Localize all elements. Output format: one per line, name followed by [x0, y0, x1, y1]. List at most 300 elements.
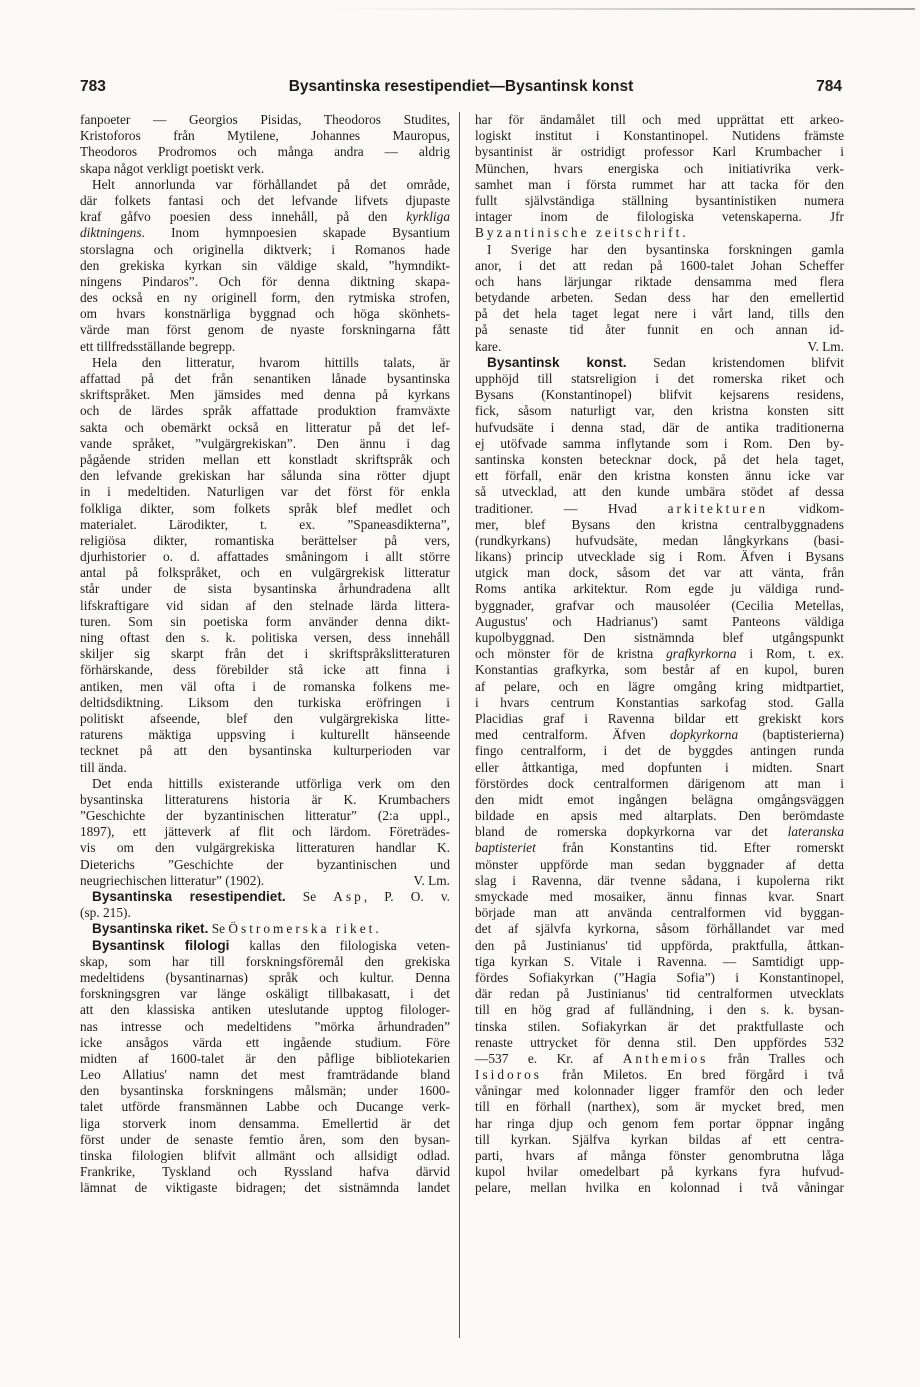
text-line: [80, 598, 450, 614]
right-column: [475, 112, 844, 1197]
text-run: antiken, men väl ofta i de romanska folkens me-: [80, 678, 450, 694]
text-line: [475, 938, 844, 954]
text-run: Theodoros Prodromos och många andra — aldrig: [80, 144, 450, 160]
text-run: skapa något verkligt poetiskt verk.: [80, 160, 265, 176]
text-run: logiskt institut i Konstantinopel. Nutidens främste: [475, 128, 844, 144]
text-run: att den klassiska antiken uteslutande upptog filologer-: [80, 1002, 450, 1018]
text-run: ning oftast den s. k. politiska versen, dess innehåll: [80, 630, 450, 645]
text-line: [80, 840, 450, 856]
text-run: kallas den filologiska veten-: [229, 937, 450, 953]
text-run: ningens Pindaros”. Och för denna diktning skapa-: [80, 273, 450, 289]
text-run: samhet man i första rummet har att tacka för den: [475, 176, 844, 192]
text-run: pågående striden mellan ett konstladt skriftspråk och: [80, 451, 450, 467]
text-line: [80, 792, 450, 808]
text-line: [80, 306, 450, 322]
text-line: [80, 857, 450, 873]
text-run: till kyrkan. Själfva kyrkan bildas af ett centra-: [475, 1131, 844, 1147]
text-run: .: [375, 921, 379, 937]
text-run: bysantinska litteraturens historia är K. Krumbachers: [80, 791, 450, 807]
text-run: bildade en apsis med altarplats. Den berömdaste: [475, 808, 844, 824]
text-run: våningar med kolonnader ligger framför den och leder: [475, 1083, 844, 1099]
text-run: talet utförde fransmännen Labbe och Ducange verk-: [80, 1099, 450, 1115]
text-run: parti, hvars af många fönster genombrutna låga: [475, 1148, 844, 1163]
text-line: [80, 808, 450, 824]
text-line: [475, 161, 844, 177]
text-run: i hvars centrum Konstantias sarkofag stod. Galla: [475, 694, 844, 710]
text-line: [80, 1148, 450, 1164]
text-run: (baptisterierna): [738, 727, 844, 743]
text-run: nas intresse och medeltidens ”mörka århundraden”: [80, 1018, 450, 1034]
text-line: [475, 290, 844, 306]
text-line: [475, 808, 844, 824]
text-line: [475, 517, 844, 533]
text-line: [475, 371, 844, 387]
text-run: raturens mäktiga uppsving i kulturellt hänseende: [80, 727, 450, 743]
text-run: står under de sista bysantinska århundradena allt: [80, 581, 450, 597]
text-line: [475, 630, 844, 646]
text-line: [80, 274, 450, 290]
text-line: [80, 1164, 450, 1180]
text-run: den på Justinianus' tid uppförda, praktfulla, åttkan-: [475, 937, 844, 953]
text-run: diktningens: [80, 225, 142, 241]
text-run: tinska filologien blifvit allmänt och allsidigt odlad.: [80, 1148, 450, 1163]
text-line: [475, 144, 844, 160]
text-run: icke ansågos värda ett ingående studium. Före: [80, 1034, 450, 1050]
text-line: [80, 387, 450, 403]
text-run: bysantinist är ostridigt professor Karl Krumbacher i: [475, 144, 844, 160]
text-run: den midt emot ingången belägna omgångsväggen: [475, 791, 844, 807]
text-run: till en förhall (narthex), som är mycket bred, men: [475, 1099, 844, 1115]
text-line: [80, 760, 450, 776]
text-run: fördes Sofiakyrkan (”Hagia Sofia”) i Konstantinopel,: [475, 969, 844, 985]
text-line: [475, 743, 844, 759]
text-line: [80, 436, 450, 452]
text-line: [475, 727, 844, 743]
text-run: upphöjd till statsreligion i det romerska riket och: [475, 371, 844, 386]
text-line: [80, 938, 450, 954]
text-line: [80, 662, 450, 678]
text-line: [80, 322, 450, 338]
text-line: [475, 614, 844, 630]
text-line: [475, 954, 844, 970]
text-run: likans) princip utvecklade sig i Rom. Äfven i Bysans: [475, 549, 844, 565]
text-run: .: [682, 225, 686, 241]
text-line: [80, 355, 450, 371]
author-signature: V. Lm.: [413, 872, 450, 888]
text-run: Roms antika arkitektur. Rom egde ju väldiga rund-: [475, 581, 844, 597]
entry-headword: Bysantinska resestipendiet.: [92, 889, 286, 904]
text-run: liga storverk inom densamma. Emellertid är det: [80, 1115, 450, 1131]
text-run: hufvudsäte i denna stad, där de antika traditionerna: [475, 419, 844, 435]
page-number-left: 783: [80, 78, 106, 95]
text-line: [80, 339, 450, 355]
text-line: [80, 533, 450, 549]
text-line: [80, 177, 450, 193]
text-line: [475, 209, 844, 225]
text-line: [80, 452, 450, 468]
text-line: [80, 209, 450, 225]
text-line: [80, 468, 450, 484]
text-line: [475, 306, 844, 322]
text-run: pelare, mellan hvilka en kolonnad i två våningar: [475, 1180, 844, 1196]
text-line: [475, 921, 844, 937]
text-line: [475, 840, 844, 856]
text-run: den grekiska kyrkan sin väldige skald, ”hymndikt-: [80, 257, 450, 273]
text-line: [80, 258, 450, 274]
text-run: des också en ny originell form, den rytmiska strofen,: [80, 290, 450, 306]
text-run: . Inom hymnpoesien skapade Bysantium: [141, 225, 450, 241]
text-run: storslagna och originella diktverk; i Romanos hade: [80, 241, 450, 257]
text-line: [475, 1099, 844, 1115]
column-divider: [459, 112, 460, 1338]
text-line: [80, 1083, 450, 1099]
text-line: [475, 1083, 844, 1099]
text-line: [475, 1164, 844, 1180]
text-line: [475, 970, 844, 986]
text-line: [80, 630, 450, 646]
text-run: tecknet på att den bysantinska kulturperioden var: [80, 743, 450, 759]
text-run: —537 e. Kr. af: [475, 1050, 623, 1066]
text-run: affattad på det från senantiken lånade bysantinska: [80, 371, 450, 386]
text-run: så utvecklad, att den kunde umbära stödet af dessa: [475, 484, 844, 500]
text-line: [475, 565, 844, 581]
text-line: [80, 144, 450, 160]
text-line: [80, 1051, 450, 1067]
text-run: Placidias graf i Ravenna bildar ett grekiskt kors: [475, 710, 844, 726]
text-run: till ända.: [80, 759, 127, 775]
text-run: djurhistorier o. d. affattades småningom i allt större: [80, 549, 450, 565]
text-line: [475, 889, 844, 905]
text-run: först under de senaste femtio åren, som den bysan-: [80, 1131, 450, 1147]
text-run: från Miletos. En bred förgård i två: [542, 1067, 844, 1083]
text-line: [80, 970, 450, 986]
text-run: skap, som har till forskningsföremål den grekiska: [80, 953, 450, 969]
text-line: [80, 290, 450, 306]
text-line: [475, 322, 844, 338]
text-run: kyrkliga: [406, 209, 450, 225]
text-run: på senaste tid åter funnit en och annan id-: [475, 322, 844, 338]
text-run: in i medeltiden. Naturligen var det först för enkla: [80, 484, 450, 500]
text-run: Det enda hittills existerande utförliga verk om den: [92, 775, 450, 791]
text-run: dopkyrkorna: [669, 727, 739, 743]
text-run: turen. Som sin poetiska form använder denna dikt-: [80, 613, 450, 629]
text-run: utgick man dock, såsom det var att vänta, från: [475, 565, 844, 581]
text-run: till en hög grad af fulländning, i den s. k. bysan-: [475, 1002, 844, 1018]
entry-headword: Bysantinsk konst.: [487, 354, 627, 370]
text-run: ett förfall, enär den kristna konsten ännu icke var: [475, 468, 844, 484]
text-run: Östromerska riket: [228, 921, 376, 937]
text-line: [475, 484, 844, 500]
page-header: [80, 76, 842, 102]
entry-headword: Bysantinsk filologi: [92, 937, 230, 953]
text-run: anor, i det att redan på 1600-talet Johan Scheffer: [475, 257, 844, 273]
page-number-right: 784: [816, 78, 842, 95]
text-run: kupol hvilar omedelbart på kyrkans fyra hufvud-: [475, 1164, 844, 1180]
text-run: smyckade med mosaiker, ännu finnas kvar. Snart: [475, 889, 844, 904]
text-run: betydande arbeten. Sedan dess har den emellertid: [475, 290, 844, 306]
text-line: [475, 1116, 844, 1132]
text-line: [475, 776, 844, 792]
text-run: Leo Allatius' namn det mest framträdande bland: [80, 1067, 450, 1083]
text-run: började man att använda centralformen vid byggan-: [475, 905, 844, 921]
text-run: där redan på Justinianus' tid centralformen utvecklats: [475, 986, 844, 1002]
text-run: neugriechischen litteratur” (1902).: [80, 872, 265, 888]
left-column: [80, 112, 450, 1197]
text-run: kupolbyggnad. Den sistnämnda blef utgångspunkt: [475, 630, 844, 645]
text-run: forskningsgren var länge oskäligt tillbakasatt, i det: [80, 986, 450, 1002]
text-line: [475, 225, 844, 241]
text-line: [80, 905, 450, 921]
text-run: lateranska: [787, 824, 844, 840]
text-run: midten af 1600-talet är den påflige bibliotekarien: [80, 1050, 450, 1066]
text-line: [475, 501, 844, 517]
text-run: mönster uppförde man sedan byggnader af detta: [475, 856, 844, 872]
text-line: [80, 1099, 450, 1115]
text-line: [80, 128, 450, 144]
scan-edge-artifact: [330, 8, 915, 10]
text-line: [80, 954, 450, 970]
text-line: [475, 824, 844, 840]
text-line: [475, 857, 844, 873]
text-run: (sp. 215).: [80, 905, 131, 921]
text-line: [80, 646, 450, 662]
text-line: [80, 1002, 450, 1018]
text-run: antal på folkspråket, och en vulgärgrekisk litteratur: [80, 565, 450, 581]
text-run: kare.: [475, 338, 502, 354]
text-line: [80, 1116, 450, 1132]
text-run: (rundkyrkans) hufvudsäte, medan långkyrkans (basi-: [475, 532, 844, 548]
text-line: [475, 193, 844, 209]
text-line: [475, 873, 844, 889]
text-run: Sedan kristendomen blifvit: [626, 354, 844, 370]
text-run: den bysantinska forskningens målsmän; under 1600-: [80, 1083, 450, 1099]
text-run: fingo centralform, i det de byggdes antingen runda: [475, 743, 844, 759]
text-line: [475, 598, 844, 614]
text-run: den lefvande grekiskan har sålunda sina rötter djupt: [80, 468, 450, 484]
text-line: [80, 727, 450, 743]
author-signature: V. Lm.: [807, 338, 844, 354]
text-line: [475, 695, 844, 711]
text-run: ej utöfvade samma inflytande som i Rom. Den by-: [475, 435, 844, 451]
text-run: tiga kyrkan S. Vitale i Ravenna. — Samtidigt upp-: [475, 953, 844, 969]
text-line: [475, 355, 844, 371]
text-run: I Sverige har den bysantinska forskningen gamla: [487, 241, 844, 257]
text-line: [80, 193, 450, 209]
text-run: Isidoros: [475, 1067, 542, 1083]
text-run: Konstantias grafkyrka, som består af en kupol, buren: [475, 662, 844, 678]
text-line: [80, 161, 450, 177]
text-line: [80, 1035, 450, 1051]
text-line: [80, 112, 450, 128]
text-line: [80, 1132, 450, 1148]
text-run: förhärskande, dess förebilder stå icke att finna i: [80, 662, 450, 678]
text-line: [80, 565, 450, 581]
text-run: deltidsdiktning. Liksom den turkiska eröfringen i: [80, 694, 450, 710]
text-line: [475, 128, 844, 144]
text-line: [80, 1019, 450, 1035]
text-run: München, hvars energiska och initiativrika verk-: [475, 160, 844, 176]
text-line: [475, 1035, 844, 1051]
text-run: sakta och obemärkt också en litteratur på det lef-: [80, 419, 450, 435]
text-line: [475, 242, 844, 258]
text-line: [80, 501, 450, 517]
text-line: [80, 403, 450, 419]
text-run: Kristoforos från Mytilene, Johannes Mauropus,: [80, 128, 450, 144]
text-run: har för ändamålet till och med upprättat ett arkeo-: [475, 112, 844, 127]
entry-headword: Bysantinska riket.: [92, 921, 209, 937]
text-run: skriftspråket. Men jämsides med denna på kyrkans: [80, 387, 450, 403]
text-line: [80, 921, 450, 937]
text-line: [475, 436, 844, 452]
text-line: [80, 873, 450, 889]
text-run: med centralform. Äfven: [475, 727, 670, 743]
text-run: har ringa djup och genom fem portar öppnar ingång: [475, 1115, 844, 1131]
text-run: eller åttkantiga, med dopfunten i midten. Snart: [475, 759, 844, 775]
text-line: [80, 242, 450, 258]
text-line: [80, 889, 450, 905]
text-run: lifskraftigare vid sidan af den stelnade lärda littera-: [80, 597, 450, 613]
text-run: mer, blef Bysans den kristna centralbyggnadens: [475, 516, 844, 532]
text-line: [475, 452, 844, 468]
text-line: [80, 549, 450, 565]
text-run: baptisteriet: [475, 840, 536, 856]
text-run: byggnader, grafvar och mausoléer (Cecilia Metellas,: [475, 597, 844, 613]
text-line: [475, 112, 844, 128]
text-run: materialet. Lärodikter, t. ex. ”Spaneasdikterna”,: [80, 516, 450, 532]
text-run: och de lärdes språk affattade produktion framväxte: [80, 403, 450, 419]
text-line: [475, 403, 844, 419]
text-run: fullt självständiga ställning bysantinistiken numera: [475, 192, 844, 208]
text-line: [80, 371, 450, 387]
text-run: från Konstantins tid. Efter romerskt: [535, 840, 844, 856]
text-run: förstördes dock centralformen därigenom att man i: [475, 775, 844, 791]
text-run: vis om den vulgärgrekiska litteraturen handlar K.: [80, 840, 450, 856]
text-line: [475, 1002, 844, 1018]
text-line: [475, 549, 844, 565]
text-run: bland de romerska dopkyrkorna var det: [475, 824, 788, 840]
text-line: [475, 986, 844, 1002]
text-run: om hvars konstnärliga byggnad och höga skönhets-: [80, 306, 450, 322]
text-line: [475, 1180, 844, 1196]
text-line: [475, 1067, 844, 1083]
text-run: Se: [208, 921, 229, 937]
text-line: [475, 711, 844, 727]
text-line: [475, 1148, 844, 1164]
text-line: [475, 679, 844, 695]
text-run: tinska stilen. Sofiakyrkan är det praktfullaste och: [475, 1018, 844, 1034]
text-run: fanpoeter — Georgios Pisidas, Theodoros Studites,: [80, 112, 450, 127]
text-line: [475, 1051, 844, 1067]
text-line: [80, 776, 450, 792]
text-line: [475, 387, 844, 403]
text-line: [80, 679, 450, 695]
text-run: intager inom de filologiska vetenskaperna. Jfr: [475, 209, 844, 225]
text-run: Frankrike, Tyskland och Ryssland hafva därvid: [80, 1164, 450, 1180]
text-line: [475, 533, 844, 549]
text-run: , P. O. v.: [363, 889, 450, 904]
text-line: [80, 743, 450, 759]
text-run: renaste uttrycket för denna stil. Den uppfördes 532: [475, 1034, 844, 1050]
text-run: Helt annorlunda var förhållandet på det område,: [92, 176, 450, 192]
text-run: det af självfa kyrkorna, såsom förhållandet var med: [475, 921, 844, 937]
text-run: arkitekturen: [667, 500, 769, 516]
text-line: [80, 517, 450, 533]
text-run: af pelare, och en lägre omgång kring midtpartiet,: [475, 678, 844, 694]
text-run: slag i Ravenna, där tvenne sådana, i kupolerna rikt: [475, 872, 844, 888]
text-line: [80, 695, 450, 711]
text-run: Se: [285, 889, 334, 904]
text-line: [80, 420, 450, 436]
text-line: [475, 792, 844, 808]
text-run: Byzantinische zeitschrift: [475, 225, 683, 241]
text-line: [80, 986, 450, 1002]
text-run: värde man först genom de nyaste forskningarna fått: [80, 322, 450, 338]
text-run: grafkyrkorna: [666, 646, 737, 662]
running-title: Bysantinska resestipendiet—Bysantinsk konst: [288, 78, 634, 95]
text-line: [80, 614, 450, 630]
text-line: [475, 662, 844, 678]
text-line: [475, 581, 844, 597]
text-run: ”Geschichte der byzantinischen litteratur” (2:a uppl.,: [80, 808, 450, 824]
text-run: religiösa dikter, romantiska berättelser på vers,: [80, 532, 450, 548]
text-run: Hela den litteratur, hvarom hittills talats, är: [92, 354, 450, 370]
text-run: Anthemios: [622, 1050, 709, 1066]
text-line: [475, 905, 844, 921]
text-line: [80, 581, 450, 597]
text-run: från Tralles och: [708, 1050, 844, 1066]
text-run: där folkets fantasi och det lefvande lifvets djupaste: [80, 192, 450, 208]
text-run: Augustus' och Hadrianus') samt Panteons väldiga: [475, 613, 844, 629]
text-run: och hans lärjungar riktade densamma med flera: [475, 273, 844, 289]
text-run: Asp: [333, 889, 364, 904]
text-line: [475, 258, 844, 274]
text-run: kraf gåfvo poesien dess innehåll, på den: [80, 209, 407, 225]
text-line: [475, 1132, 844, 1148]
text-run: skiljer sig skarpt från det i skriftspråkslitteraturen: [80, 646, 450, 662]
text-run: ett tillfredsställande begrepp.: [80, 338, 236, 354]
text-run: Bysans (Konstantinopel) blifvit kejsarens residens,: [475, 387, 844, 403]
text-run: på det hela taget legat nere i vårt land, tills den: [475, 306, 844, 322]
text-line: [80, 1067, 450, 1083]
text-line: [475, 339, 844, 355]
text-run: folkliga dikter, som folkets språk blef medlet och: [80, 500, 450, 516]
text-line: [475, 1019, 844, 1035]
text-run: medeltidens (bysantinarnas) språk och kultur. Denna: [80, 969, 450, 985]
text-line: [80, 1180, 450, 1196]
text-line: [80, 225, 450, 241]
text-line: [475, 177, 844, 193]
text-run: och mönster för de kristna: [475, 646, 667, 662]
text-run: vidkom-: [768, 500, 844, 516]
text-run: vande språket, ”vulgärgrekiskan”. Den ännu i dag: [80, 435, 450, 451]
text-run: 1897), ett jätteverk af flit och lärdom. Företrädes-: [80, 824, 450, 840]
text-run: Dieterichs ”Geschichte der byzantinischen und: [80, 856, 450, 872]
text-line: [475, 274, 844, 290]
text-line: [80, 711, 450, 727]
text-line: [80, 484, 450, 500]
text-run: politiskt afseende, blef den vulgärgrekiska litte-: [80, 710, 450, 726]
text-line: [80, 824, 450, 840]
text-run: santinska konsten betecknar dock, på det hela taget,: [475, 451, 844, 467]
text-run: i Rom, t. ex.: [736, 646, 844, 662]
text-run: lämnat de viktigaste bidragen; det sistnämnda landet: [80, 1180, 450, 1196]
text-line: [475, 760, 844, 776]
text-line: [475, 468, 844, 484]
text-line: [475, 420, 844, 436]
text-run: traditioner. — Hvad: [475, 500, 668, 516]
text-line: [475, 646, 844, 662]
text-run: fick, såsom naturligt var, den kristna konsten sitt: [475, 403, 844, 419]
